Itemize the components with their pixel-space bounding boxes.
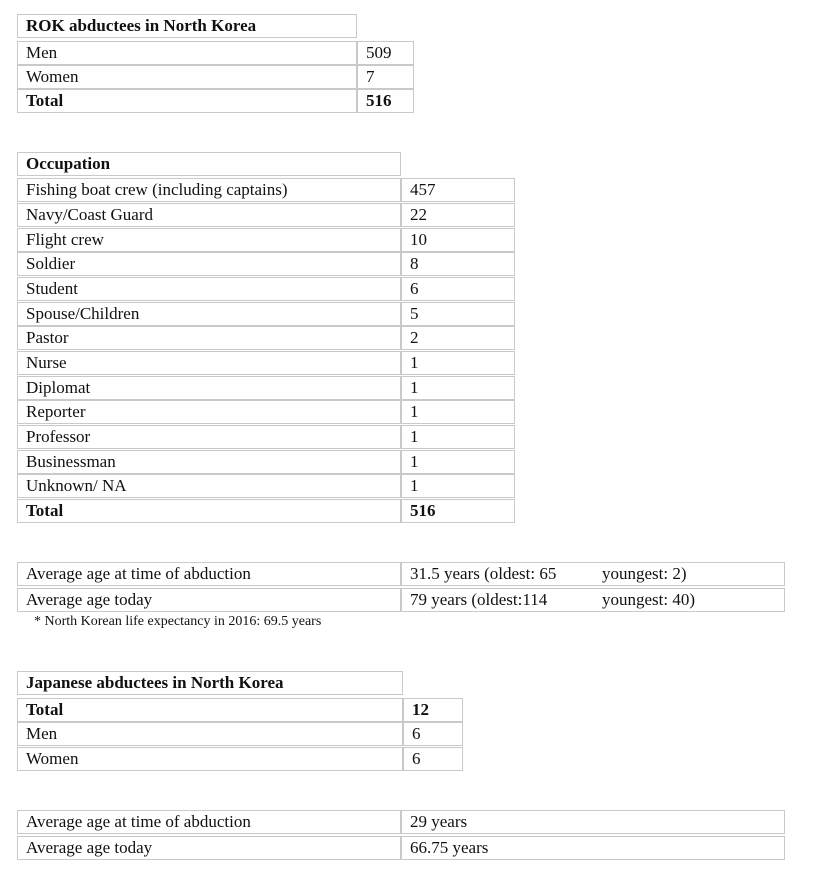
row-value: 1: [401, 474, 515, 498]
row-label: Soldier: [17, 252, 401, 276]
row-label: Pastor: [17, 326, 401, 350]
age-youngest: youngest: 2): [602, 564, 687, 583]
life-expectancy-note: * North Korean life expectancy in 2016: 69.5 years: [34, 614, 322, 629]
row-value: 6: [403, 722, 463, 746]
row-label: Flight crew: [17, 228, 401, 252]
row-value: 10: [401, 228, 515, 252]
row-label: Total: [17, 499, 401, 523]
age-youngest: youngest: 40): [602, 590, 696, 609]
row-value: 516: [401, 499, 515, 523]
age-average-oldest: 79 years (oldest:114: [410, 590, 548, 609]
row-value: 1: [401, 351, 515, 375]
row-value: [401, 562, 785, 586]
row-value: 509: [357, 41, 414, 65]
row-value: 457: [401, 178, 515, 202]
row-value: 8: [401, 252, 515, 276]
row-label: Average age today: [17, 588, 401, 612]
row-label: Women: [17, 65, 357, 89]
row-value: [401, 588, 785, 612]
row-label: Student: [17, 277, 401, 301]
row-label: Men: [17, 41, 357, 65]
row-value: 1: [401, 425, 515, 449]
row-value: 1: [401, 400, 515, 424]
row-label: Total: [17, 89, 357, 113]
row-value: 6: [401, 277, 515, 301]
row-value: 5: [401, 302, 515, 326]
row-label: Diplomat: [17, 376, 401, 400]
table-title: ROK abductees in North Korea: [17, 14, 357, 38]
row-value: 516: [357, 89, 414, 113]
row-label: Average age today: [17, 836, 401, 860]
table-title: Japanese abductees in North Korea: [17, 671, 403, 695]
row-label: Reporter: [17, 400, 401, 424]
row-label: Navy/Coast Guard: [17, 203, 401, 227]
row-label: Total: [17, 698, 403, 722]
row-value: 1: [401, 376, 515, 400]
row-label: Spouse/Children: [17, 302, 401, 326]
row-value: 7: [357, 65, 414, 89]
row-value: 12: [403, 698, 463, 722]
row-label: Women: [17, 747, 403, 771]
row-label: Professor: [17, 425, 401, 449]
row-label: Average age at time of abduction: [17, 810, 401, 834]
row-label: Average age at time of abduction: [17, 562, 401, 586]
row-label: Unknown/ NA: [17, 474, 401, 498]
row-value: 22: [401, 203, 515, 227]
age-average-oldest: 31.5 years (oldest: 65: [410, 564, 557, 583]
table-title: Occupation: [17, 152, 401, 176]
row-label: Fishing boat crew (including captains): [17, 178, 401, 202]
row-value: 6: [403, 747, 463, 771]
row-value: 2: [401, 326, 515, 350]
row-label: Nurse: [17, 351, 401, 375]
row-label: Businessman: [17, 450, 401, 474]
row-value: 66.75 years: [401, 836, 785, 860]
row-label: Men: [17, 722, 403, 746]
row-value: 1: [401, 450, 515, 474]
row-value: 29 years: [401, 810, 785, 834]
